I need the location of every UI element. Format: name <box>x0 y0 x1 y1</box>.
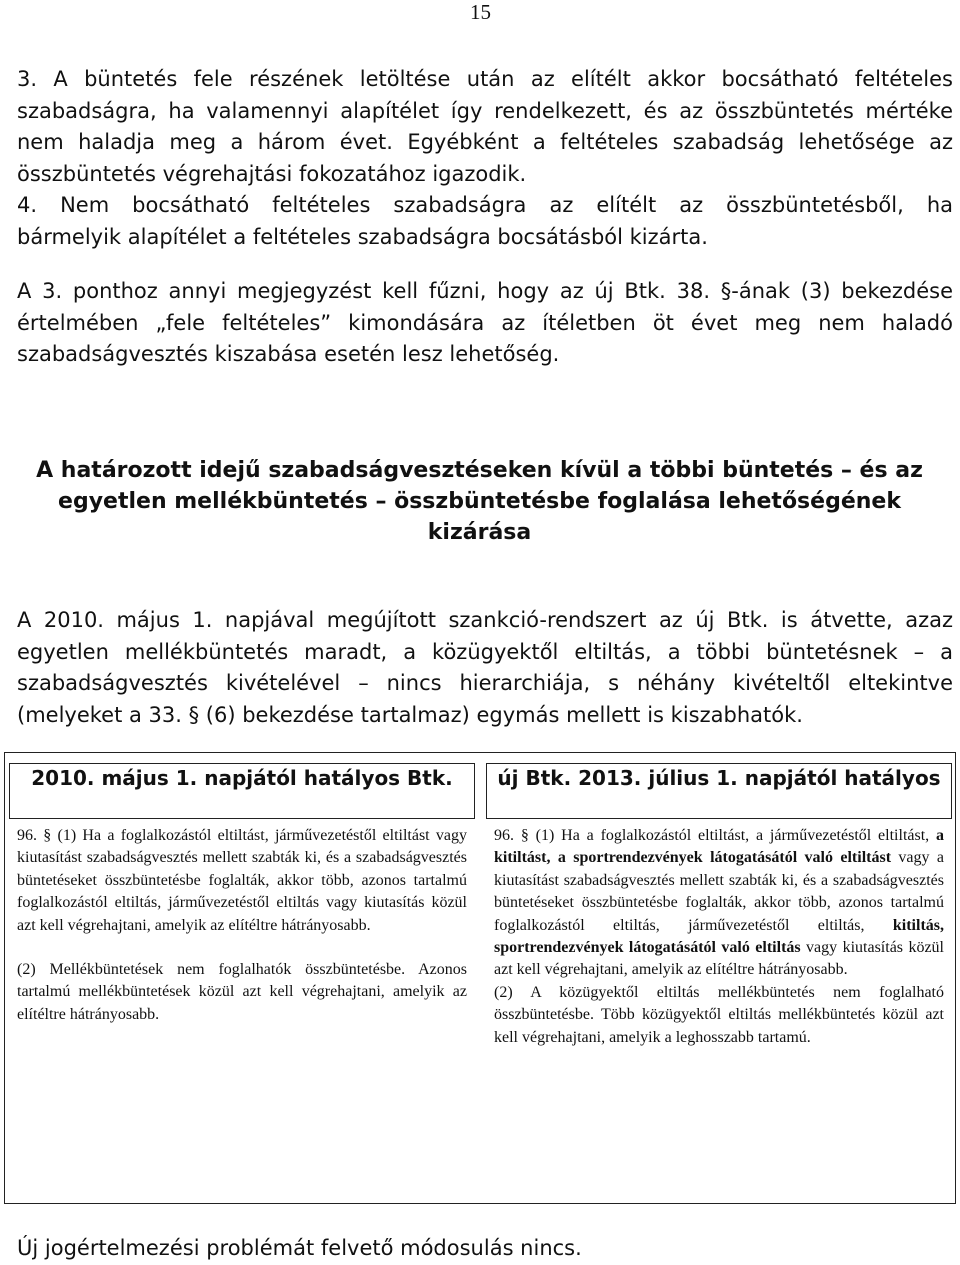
comparison-column-old-btk <box>9 763 475 1026</box>
new-paragraph-1-text-b: vagy a kiutasítást szabadságvesztés mellett szabták ki, és a szabadságvesztés büntetéseket összbüntetésbe foglalták, akkor több, azonos tartalmú foglalkozástól eltiltás, járművezetéstől eltiltás, <box>494 849 945 934</box>
text-line: A 2010. május 1. napjával megújított szankció-rendszert az új Btk. is átvette, azaz <box>17 608 953 632</box>
text-line: szabadságra, ha valamennyi alapítélet így rendelkezett, és az összbüntetés mértéke <box>17 98 953 123</box>
column-header-new: új Btk. 2013. július 1. napjától hatályos <box>486 763 952 819</box>
paragraph-sanctions <box>17 605 953 731</box>
paragraph-conditional-release <box>17 64 953 253</box>
text-line: nem haladja meg a három évet. Egyébként a feltételes szabadság lehetősége az <box>17 130 953 154</box>
section-heading: A határozott idejű szabadságvesztéseken kívül a többi büntetés – és az egyetlen mellékbüntetés – összbüntetésbe foglalása lehetőségének kizárása <box>36 458 923 545</box>
new-paragraph-1-bold-a: a kitiltást, a sportrendezvények látogatásától való eltiltást <box>494 827 944 867</box>
new-paragraph-2: (2) A közügyektől eltiltás mellékbüntetés nem foglalható összbüntetésbe. Több közügyektől eltiltás mellékbüntetés közül azt kell végrehajtani, amelyik a leghosszabb tartamú. <box>494 983 944 1046</box>
paragraph-note <box>17 276 953 371</box>
text-line: egyetlen mellékbüntetés maradt, a közügyektől eltiltás, a többi büntetésnek – a <box>17 639 953 664</box>
closing-sentence: Új jogértelmezési problémát felvető módosulás nincs. <box>17 1236 582 1260</box>
text-line: értelmében „fele feltételes” kimondására az ítéletben öt évet meg nem haladó <box>17 310 953 335</box>
column-body-new <box>486 819 952 1049</box>
new-paragraph-1-text-c: vagy kiutasítás közül azt kell végrehajtani, amelyik az elítéltre hátrányosabb. <box>494 939 944 979</box>
text-line: összbüntetés végrehajtási fokozatához igazodik. <box>17 161 527 186</box>
old-paragraph-1: 96. § (1) Ha a foglalkozástól eltiltást, járművezetéstől eltiltást vagy kiutasítást szabadságvesztés mellett szabták ki, és a szabadságvesztés büntetéseket összbüntetésbe foglalták, akkor több, azonos tartalmú foglalkozástól eltiltás, járművezetéstől eltiltás vagy kiutasítás közül azt kell végrehajtani, amelyik az elítéltre hátrányosabb. <box>17 827 467 934</box>
new-paragraph-1-bold-b: kitiltás, sportrendezvények látogatásától való eltiltás <box>494 916 944 957</box>
comparison-column-new-btk <box>486 763 952 1049</box>
text-line: (melyeket a 33. § (6) bekezdése tartalmaz) egymás mellett is kiszabhatók. <box>17 702 803 727</box>
column-body-old <box>9 819 475 1026</box>
column-header-old: 2010. május 1. napjától hatályos Btk. <box>9 763 475 819</box>
text-line: bármelyik alapítélet a feltételes szabadságra bocsátásból kizárta. <box>17 224 708 249</box>
text-line: A 3. ponthoz annyi megjegyzést kell fűzni, hogy az új Btk. 38. §-ának (3) bekezdése <box>17 279 953 303</box>
text-line: 4. Nem bocsátható feltételes szabadságra az elítélt az összbüntetésből, ha <box>17 193 953 217</box>
new-paragraph-1 <box>494 825 944 982</box>
new-paragraph-1-text-a: 96. § (1) Ha a foglalkozástól eltiltást, a járművezetéstől eltiltást, <box>494 827 936 844</box>
text-line: szabadságvesztés kivételével – nincs hierarchiája, s néhány kivételtől eltekintve <box>17 671 953 695</box>
text-line: szabadságvesztés kiszabása esetén lesz lehetőség. <box>17 342 560 366</box>
page-number: 15 <box>470 0 491 24</box>
text-line: 3. A büntetés fele részének letöltése után az elítélt akkor bocsátható feltételes <box>17 67 953 91</box>
old-paragraph-2: (2) Mellékbüntetések nem foglalhatók összbüntetésbe. Azonos tartalmú mellékbüntetések közül azt kell végrehajtani, amelyik az elítéltre hátrányosabb. <box>17 961 467 1023</box>
comparison-table <box>4 752 956 1204</box>
